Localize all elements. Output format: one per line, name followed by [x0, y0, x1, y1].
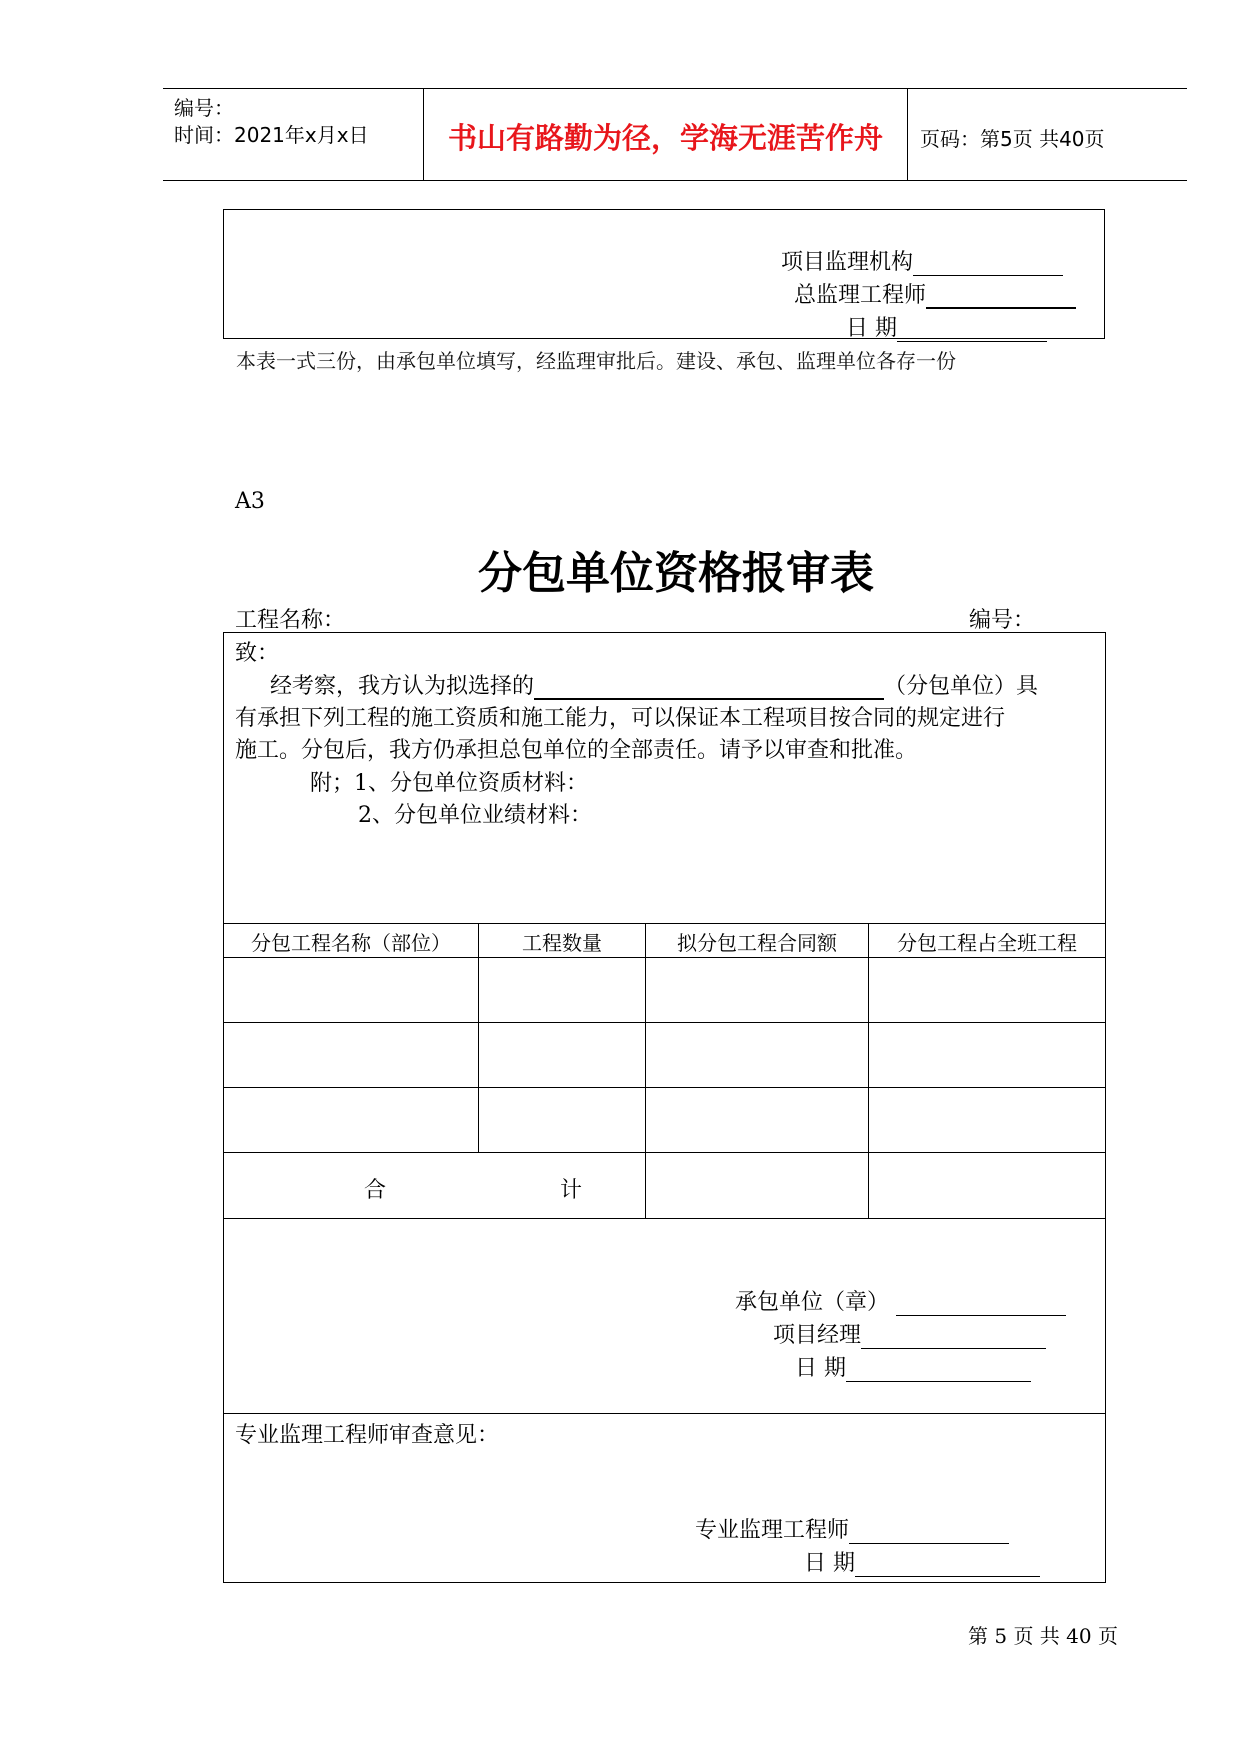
contractor-seal: 承包单位（章）: [735, 1285, 1066, 1316]
form-title: 分包单位资格报审表: [478, 548, 874, 599]
supervision-org-signature-line: [913, 253, 1063, 276]
header-number-label: 编号：: [174, 96, 234, 120]
form-number-label: 编号：: [969, 608, 1036, 633]
chief-engineer-signature: 总监理工程师: [794, 278, 1076, 309]
application-line-1: 经考察，我方认为拟选择的 （分包单位）具: [270, 674, 1039, 699]
table-header-name: 分包工程名称（部位）: [251, 931, 451, 955]
previous-form-signature-box: [223, 209, 1105, 339]
header-time-label: 时间：2021年x月x日: [174, 123, 369, 147]
form-code: A3: [235, 489, 265, 514]
review-date: 日 期: [804, 1546, 1040, 1577]
table-header-quantity: 工程数量: [522, 931, 602, 955]
attachment-2: 2、分包单位业绩材料：: [358, 803, 592, 828]
table-header-share: 分包工程占全班工程: [897, 931, 1077, 955]
chief-engineer-date-line: [897, 319, 1047, 342]
supervision-org-signature: 项目监理机构: [781, 245, 1063, 276]
contractor-date: 日 期: [795, 1351, 1031, 1382]
addressee-label: 致：: [235, 641, 280, 666]
attachment-1: 附；1、分包单位资质材料：: [310, 771, 588, 796]
project-manager-signature: 项目经理: [773, 1318, 1046, 1349]
previous-form-note: 本表一式三份，由承包单位填写，经监理审批后。建设、承包、监理单位各存一份: [236, 349, 956, 373]
page-footer: 第 5 页 共 40 页: [968, 1624, 1118, 1648]
review-opinion-label: 专业监理工程师审查意见：: [235, 1423, 500, 1448]
header-page-label: 页码：第5页 共40页: [920, 127, 1105, 151]
table-total-label-b: 计: [560, 1178, 583, 1203]
reviewer-signature-line: [849, 1521, 1009, 1544]
application-line-2: 有承担下列工程的施工资质和施工能力，可以保证本工程项目按合同的规定进行: [235, 706, 1006, 731]
table-header-amount: 拟分包工程合同额: [677, 931, 837, 955]
project-name-label: 工程名称：: [235, 608, 346, 633]
review-date-line: [855, 1554, 1040, 1577]
contractor-date-line: [846, 1359, 1031, 1382]
contractor-seal-line: [896, 1293, 1066, 1316]
header-slogan: 书山有路勤为径，学海无涯苦作舟: [447, 121, 883, 155]
table-total-label-a: 合: [364, 1178, 387, 1203]
chief-engineer-signature-line: [926, 285, 1076, 309]
subcontractor-name-line: [534, 676, 884, 700]
reviewer-signature: 专业监理工程师: [695, 1513, 1009, 1544]
chief-engineer-date: 日 期: [846, 311, 1047, 342]
application-line-3: 施工。分包后，我方仍承担总包单位的全部责任。请予以审查和批准。: [235, 738, 918, 763]
project-manager-line: [861, 1326, 1046, 1349]
